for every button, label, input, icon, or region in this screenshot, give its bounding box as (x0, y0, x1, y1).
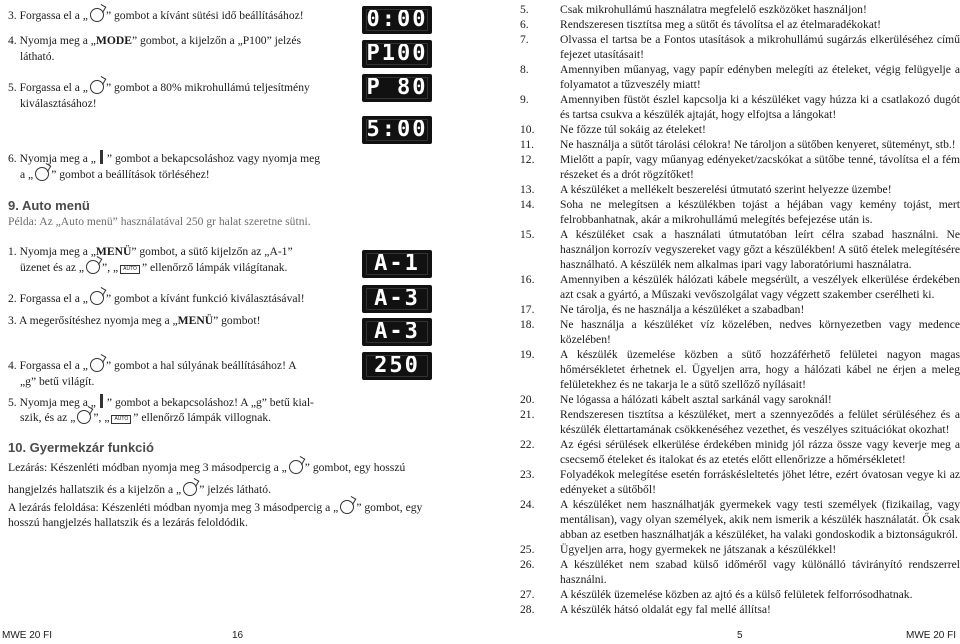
step-5: 5. Forgassa el a „ ” gombot a 80% mikrohullámú teljesítmény (8, 81, 310, 94)
list-item-number: 26. (520, 558, 535, 571)
list-item-text: Amennyiben a készülék hálózati kábele megsérült, a veszélyek elkerülése érdekében azt csak a gyártó, a Műszaki vevőszolgálat vagy végzett szakember cserélheti ki. (560, 273, 960, 301)
list-item-text: Ne tárolja, és ne használja a készüléket a szabadban! (560, 303, 805, 316)
list-item (520, 317, 960, 347)
list-item-text: Mielőtt a papír, vagy műanyag edényeket/zacskókat a sütőbe tenné, távolítsa el a fém részeket és a drót rögzítőket! (560, 153, 960, 181)
list-item-number: 8. (520, 63, 529, 76)
wave-icon (77, 410, 91, 424)
list-item (520, 407, 960, 437)
power-icon (100, 150, 103, 164)
list-item-number: 7. (520, 33, 529, 46)
list-item (520, 392, 960, 407)
list-item-text: Rendszeresen tisztítsa meg a sütőt és távolítsa el az ételmaradékokat! (560, 18, 881, 31)
knob-icon (90, 358, 104, 372)
step-6: 6. Nyomja meg a „ ” gombot a bekapcsoláshoz vagy nyomja meg (8, 152, 321, 165)
auto-step-1: 1. Nyomja meg a „MENÜ” gombot, a sütő kijelzőn az „A-1” (8, 245, 293, 258)
knob-icon (90, 80, 104, 94)
list-item (520, 17, 960, 32)
left-page (0, 0, 470, 644)
list-item-number: 11. (520, 138, 535, 151)
list-item (520, 557, 960, 587)
list-item-text: Olvassa el tartsa be a Fontos utasítások a mikrohullámú sugárzás elkerüléséhez című fejezet utasításait! (560, 33, 960, 61)
knob-icon (289, 460, 303, 474)
lcd-display: A-1 (362, 250, 432, 278)
lcd-display: 250 (362, 352, 432, 380)
list-item-number: 10. (520, 123, 535, 136)
auto-example: Példa: Az „Auto menü” használatával 250 gr halat szeretne sütni. (8, 215, 311, 228)
list-item (520, 437, 960, 467)
list-item-text: Folyadékok melegítése esetén forráskésleltetés jöhet létre, ezért óvatosan vegye ki az edényeket a sütőből! (560, 468, 960, 496)
list-item-text: Soha ne melegítsen a készülékben tojást a héjában vagy kemény tojást, mert felrobbanhatnak, akár a mikrohullámú melegítés befejezése után is. (560, 198, 960, 226)
step-3: 3. Forgassa el a „ ” gombot a kívánt sütési idő beállításához! (8, 9, 304, 22)
list-item-number: 6. (520, 18, 529, 31)
list-item-text: Ne főzze túl sokáig az ételeket! (560, 123, 706, 136)
list-item-number: 21. (520, 408, 535, 421)
list-item-text: Rendszeresen tisztítsa a készüléket, mert a szennyeződés a felület sérüléséhez és a készülék élettartamának csökkenéséhez vezethet, és veszélyes szituációkat okozhat! (560, 408, 960, 436)
step-4-cont: látható. (20, 50, 55, 63)
section-title-auto-menu: 9. Auto menü (8, 198, 90, 213)
list-item-number: 16. (520, 273, 535, 286)
list-item-text: Ne használja a sütőt tárolási célokra! Ne tároljon a sütőben kenyeret, süteményt, stb.! (560, 138, 956, 151)
auto-step-5-cont: szik, és az „ ”, „ AUTO ” ellenőrző lámpák villognak. (20, 411, 272, 424)
list-item-text: A készülék hátsó oldalát egy fal mellé állítsa! (560, 603, 771, 616)
safety-instructions-list (520, 2, 960, 617)
step-4: 4. Nyomja meg a „MODE” gombot, a kijelzőn a „P100” jelzés (8, 34, 302, 47)
list-item-number: 12. (520, 153, 535, 166)
list-item (520, 227, 960, 272)
list-item-number: 28. (520, 603, 535, 616)
footer-page-left: 16 (232, 630, 244, 641)
lcd-display: P100 (362, 40, 432, 68)
footer-model-right: MWE 20 FI (906, 630, 957, 641)
list-item (520, 272, 960, 302)
list-item-text: Az égési sérülések elkerülése érdekében minidg jól rázza össze vagy keverje meg a csecsemő ételeket és italokat és az etetés előtt ellenőrizze a hőmérsékletet! (560, 438, 960, 466)
child-lock-line-1: Lezárás: Készenléti módban nyomja meg 3 másodpercig a „ ” gombot, egy hosszú (8, 461, 406, 474)
list-item-number: 24. (520, 498, 535, 511)
list-item-text: A készülék üzemelése közben a sütő hozzáférhető felületei nagyon magas hőmérsékletet érhetnek el. Ügyeljen arra, hogy a hálózati kábel ne érjen a meleg felületekhez és ne takarja le a sütő szellőző nyílásait! (560, 348, 960, 391)
auto-step-5: 5. Nyomja meg a „ ” gombot a bekapcsoláshoz! A „g” betű kial- (8, 396, 314, 409)
list-item (520, 122, 960, 137)
list-item-number: 19. (520, 348, 535, 361)
power-icon (100, 394, 103, 408)
list-item (520, 152, 960, 182)
list-item-number: 20. (520, 393, 535, 406)
auto-icon: AUTO (111, 415, 131, 424)
knob-icon (35, 167, 49, 181)
knob-icon (90, 8, 104, 22)
list-item-text: Amennyiben füstöt észlel kapcsolja ki a készüléket vagy húzza ki a csatlakozó dugót és tartsa csukva a készülék ajtaját, hogy elfojtsa a lángokat! (560, 93, 960, 121)
list-item-number: 27. (520, 588, 535, 601)
list-item-text: A készüléket nem használhatják gyermekek vagy testi személyek (fizikailag, vagy mentálisan), vagy olyan személyek, akik nem ismerik a készülék használatát. Ők csak abban az esetben használhatják a készüléket, ha valaki gondoskodik a biztonságukról. (560, 498, 960, 541)
list-item-number: 23. (520, 468, 535, 481)
wave-icon (86, 260, 100, 274)
auto-step-4-cont: „g” betű világít. (20, 375, 95, 388)
list-item-text: A készüléket nem szabad külső időméről vagy különálló távirányító rendszerrel használni. (560, 558, 960, 586)
step-5-cont: kiválasztásához! (20, 97, 97, 110)
list-item-text: A készüléket a mellékelt beszerelési útmutató szerint helyezze üzembe! (560, 183, 892, 196)
auto-step-3: 3. A megerősítéshez nyomja meg a „MENÜ” gombot! (8, 314, 261, 327)
step-6-cont: a „ ” gombot a beállítások törléséhez! (20, 168, 210, 181)
list-item (520, 302, 960, 317)
list-item (520, 602, 960, 617)
lcd-display: P 80 (362, 74, 432, 102)
list-item (520, 587, 960, 602)
list-item (520, 2, 960, 17)
list-item (520, 197, 960, 227)
list-item-text: Csak mikrohullámú használatra megfelelő eszközöket használjon! (560, 3, 867, 16)
list-item-text: A készülék üzemelése közben az ajtó és a külső felületek felforrósodhatnak. (560, 588, 913, 601)
child-lock-line-3: A lezárás feloldása: Készenléti módban nyomja meg 3 másodpercig a „ ” gombot, egy (8, 501, 423, 514)
list-item (520, 347, 960, 392)
section-title-child-lock: 10. Gyermekzár funkció (8, 440, 154, 455)
list-item-number: 25. (520, 543, 535, 556)
lcd-display: 5:00 (362, 116, 432, 144)
footer-page-right: 5 (737, 630, 743, 641)
list-item (520, 62, 960, 92)
list-item-number: 15. (520, 228, 535, 241)
auto-step-2: 2. Forgassa el a „ ” gombot a kívánt funkció kiválasztásával! (8, 292, 305, 305)
list-item-text: Ne lógassa a hálózati kábelt asztal sarkánál vagy saroknál! (560, 393, 832, 406)
list-item (520, 542, 960, 557)
lcd-display: 0:00 (362, 6, 432, 34)
list-item (520, 497, 960, 542)
list-item (520, 137, 960, 152)
list-item-text: A készüléket csak a használati útmutatóban leírt célra szabad használni. Ne használjon korrozív vegyszereket vagy gőzt a készülékben! A sütő ételek melegítésére használható. A készülék nem alkalmas ipari vagy laboratóriumi használatra. (560, 228, 960, 271)
list-item-text: Amennyiben műanyag, vagy papír edényben melegíti az ételeket, végig felügyelje a folyamatot a tűzveszély miatt! (560, 63, 960, 91)
auto-step-4: 4. Forgassa el a „ ” gombot a hal súlyának beállításához! A (8, 359, 297, 372)
list-item-text: Ne használja a készüléket víz közelében, nedves környezetben vagy medence közelében! (560, 318, 960, 346)
lcd-display: A-3 (362, 285, 432, 313)
list-item-number: 17. (520, 303, 535, 316)
child-lock-line-2: hangjelzés hallatszik és a kijelzőn a „ ” jelzés látható. (8, 483, 271, 496)
list-item (520, 182, 960, 197)
right-page (480, 0, 960, 644)
list-item-text: Ügyeljen arra, hogy gyermekek ne játszanak a készülékkel! (560, 543, 837, 556)
list-item-number: 14. (520, 198, 535, 211)
auto-step-1-cont: üzenet és az „ ”, „ AUTO ” ellenőrző lámpák világítanak. (20, 261, 288, 274)
footer-model-left: MWE 20 FI (2, 630, 53, 641)
list-item (520, 92, 960, 122)
list-item-number: 9. (520, 93, 529, 106)
list-item-number: 22. (520, 438, 535, 451)
lcd-display: A-3 (362, 318, 432, 346)
list-item-number: 18. (520, 318, 535, 331)
list-item-number: 13. (520, 183, 535, 196)
knob-icon (90, 291, 104, 305)
list-item (520, 467, 960, 497)
lock-icon (183, 482, 197, 496)
auto-icon: AUTO (120, 265, 140, 274)
list-item-number: 5. (520, 3, 529, 16)
knob-icon (340, 500, 354, 514)
child-lock-line-4: hosszú hangjelzés hallatszik és a lezárás feloldódik. (8, 516, 248, 529)
list-item (520, 32, 960, 62)
